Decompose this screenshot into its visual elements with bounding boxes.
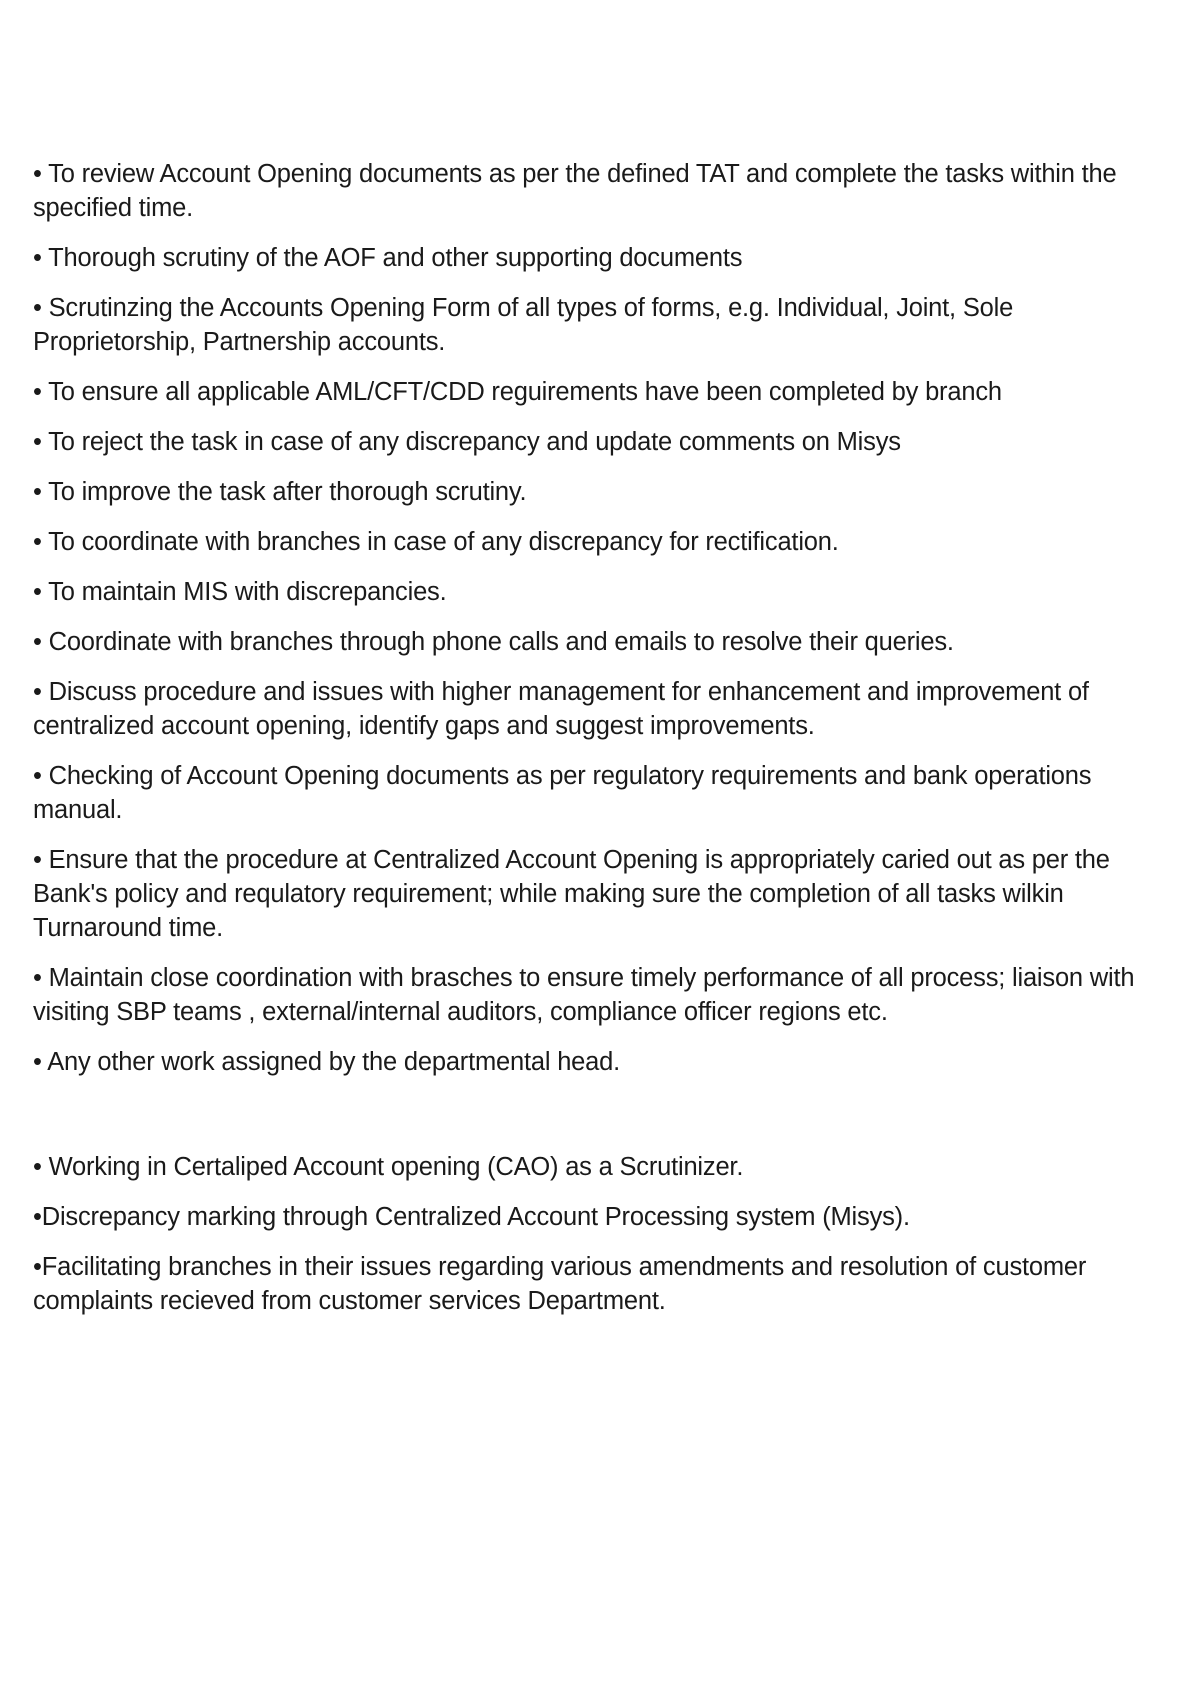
list-item: • Working in Certaliped Account opening (CAO) as a Scrutinizer. [33, 1153, 744, 1181]
list-item: • Any other work assigned by the departmental head. [33, 1048, 621, 1076]
list-item: • To review Account Opening documents as per the defined TAT and complete the tasks within the specified time. [33, 160, 1117, 222]
list-item: • Scrutinzing the Accounts Opening Form of all types of forms, e.g. Individual, Joint, Sole Proprietorship, Partnership accounts. [33, 294, 1014, 356]
experience-list [33, 1150, 1163, 1334]
list-item: • To reject the task in case of any discrepancy and update comments on Misys [33, 428, 901, 456]
list-item: • To maintain MIS with discrepancies. [33, 578, 447, 606]
list-item: • Ensure that the procedure at Centralized Account Opening is appropriately caried out as per the Bank's policy and requlatory requirement; while making sure the completion of all tasks wilkin Turnaround time. [33, 846, 1110, 942]
list-item: •Facilitating branches in their issues regarding various amendments and resolution of customer complaints recieved from customer services Department. [33, 1253, 1087, 1315]
list-item: • Discuss procedure and issues with higher management for enhancement and improvement of centralized account opening, identify gaps and suggest improvements. [33, 678, 1089, 740]
list-item: • To improve the task after thorough scrutiny. [33, 478, 527, 506]
responsibilities-list [33, 157, 1163, 1095]
list-item: • Thorough scrutiny of the AOF and other supporting documents [33, 244, 743, 272]
list-item: • Checking of Account Opening documents as per regulatory requirements and bank operations manual. [33, 762, 1092, 824]
list-item: • Maintain close coordination with brasches to ensure timely performance of all process; liaison with visiting SBP teams , external/internal auditors, compliance officer regions etc. [33, 964, 1135, 1026]
list-item: • To ensure all applicable AML/CFT/CDD reguirements have been completed by branch [33, 378, 1002, 406]
list-item: • To coordinate with branches in case of any discrepancy for rectification. [33, 528, 839, 556]
list-item: • Coordinate with branches through phone calls and emails to resolve their queries. [33, 628, 954, 656]
list-item: •Discrepancy marking through Centralized Account Processing system (Misys). [33, 1203, 910, 1231]
